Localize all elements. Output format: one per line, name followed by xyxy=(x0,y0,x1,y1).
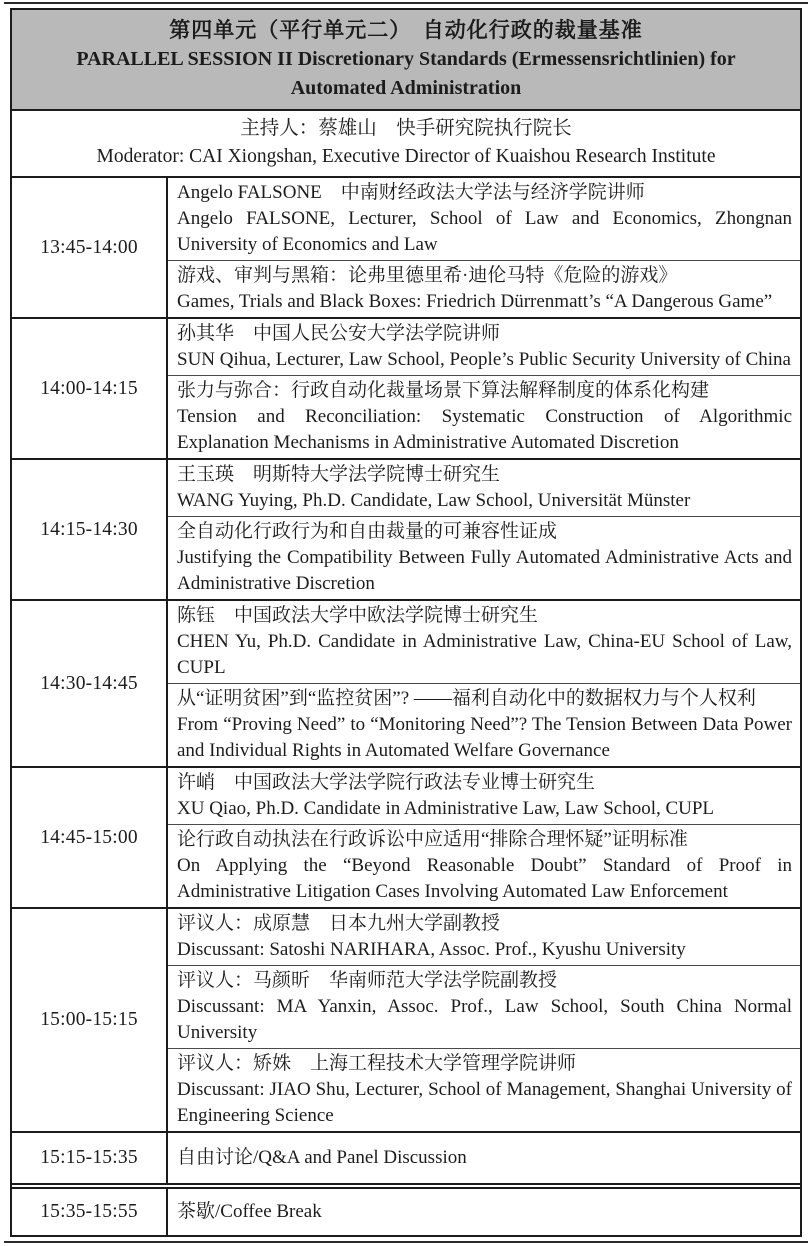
paper-title-block xyxy=(168,824,800,907)
coffee-break-content xyxy=(168,1189,800,1235)
session-row-3 xyxy=(12,458,800,599)
paper-title-en: Tension and Reconciliation: Systematic Construction of Algorithmic Explanation Mechanisms in Administrative Automated Discretion xyxy=(177,406,792,453)
speaker-zh: Angelo FALSONE 中南财经政法大学法与经济学院讲师 xyxy=(177,182,645,203)
discussant-zh: 评议人：马颜昕 华南师范大学法学院副教授 xyxy=(177,970,558,991)
discussant-en: Discussant: Satoshi NARIHARA, Assoc. Prof., Kyushu University xyxy=(177,939,686,960)
speaker-zh: 孙其华 中国人民公安大学法学院讲师 xyxy=(177,323,501,344)
paper-title-zh: 从“证明贫困”到“监控贫困”? ——福利自动化中的数据权力与个人权利 xyxy=(177,688,756,709)
discussant-en: Discussant: JIAO Shu, Lecturer, School of Management, Shanghai University of Engineering Science xyxy=(177,1079,792,1126)
session-time: 14:45-15:00 xyxy=(12,768,168,907)
speaker-en: WANG Yuying, Ph.D. Candidate, Law School, Universität Münster xyxy=(177,490,691,511)
paper-title-block xyxy=(168,375,800,458)
session-title-en: PARALLEL SESSION II Discretionary Standards (Ermessensrichtlinien) for Automated Administration xyxy=(76,48,736,99)
session-content xyxy=(168,768,800,907)
paper-title-en: Justifying the Compatibility Between Fully Automated Administrative Acts and Administrative Discretion xyxy=(177,547,792,594)
speaker-block xyxy=(168,601,800,683)
page-bottom-rule xyxy=(4,1241,808,1243)
discussant-block-2 xyxy=(168,965,800,1048)
session-program-table xyxy=(10,8,802,1237)
speaker-block xyxy=(168,460,800,516)
session-content xyxy=(168,178,800,317)
session-header xyxy=(12,10,800,111)
paper-title-en: On Applying the “Beyond Reasonable Doubt” Standard of Proof in Administrative Litigation Cases Involving Automated Law Enforcement xyxy=(177,855,792,902)
speaker-en: XU Qiao, Ph.D. Candidate in Administrative Law, Law School, CUPL xyxy=(177,798,715,819)
paper-title-block xyxy=(168,683,800,766)
discussant-block-3 xyxy=(168,1048,800,1131)
session-title-zh: 第四单元（平行单元二） 自动化行政的裁量基准 xyxy=(169,18,643,42)
session-content xyxy=(168,601,800,766)
session-time: 14:00-14:15 xyxy=(12,319,168,458)
qa-content xyxy=(168,1133,800,1183)
discussant-en: Discussant: MA Yanxin, Assoc. Prof., Law School, South China Normal University xyxy=(177,996,792,1043)
speaker-zh: 王玉瑛 明斯特大学法学院博士研究生 xyxy=(177,464,501,485)
speaker-en: SUN Qihua, Lecturer, Law School, People’s Public Security University of China xyxy=(177,349,791,370)
qa-time: 15:15-15:35 xyxy=(12,1133,168,1183)
paper-title-zh: 全自动化行政行为和自由裁量的可兼容性证成 xyxy=(177,521,558,542)
session-time: 14:15-14:30 xyxy=(12,460,168,599)
qa-row xyxy=(12,1131,800,1183)
session-row-1 xyxy=(12,178,800,317)
discussant-zh: 评议人：成原慧 日本九州大学副教授 xyxy=(177,913,501,934)
session-row-5 xyxy=(12,766,800,907)
speaker-block xyxy=(168,319,800,375)
session-row-4 xyxy=(12,599,800,766)
coffee-break-row xyxy=(12,1183,800,1235)
discussants-content xyxy=(168,909,800,1131)
speaker-en: CHEN Yu, Ph.D. Candidate in Administrative Law, China-EU School of Law, CUPL xyxy=(177,631,792,678)
speaker-block xyxy=(168,768,800,824)
session-row-2 xyxy=(12,317,800,458)
speaker-block xyxy=(168,178,800,260)
coffee-break-time: 15:35-15:55 xyxy=(12,1189,168,1235)
paper-title-en: From “Proving Need” to “Monitoring Need”? The Tension Between Data Power and Individual Rights in Automated Welfare Governance xyxy=(177,714,792,761)
paper-title-block xyxy=(168,516,800,599)
session-content xyxy=(168,460,800,599)
moderator-zh: 主持人：蔡雄山 快手研究院执行院长 xyxy=(240,118,572,139)
speaker-en: Angelo FALSONE, Lecturer, School of Law and Economics, Zhongnan University of Economics and Law xyxy=(177,208,792,255)
moderator-en: Moderator: CAI Xiongshan, Executive Director of Kuaishou Research Institute xyxy=(96,146,716,167)
session-time: 15:00-15:15 xyxy=(12,909,168,1131)
coffee-break-label: 茶歇/Coffee Break xyxy=(177,1201,322,1222)
speaker-zh: 陈钰 中国政法大学中欧法学院博士研究生 xyxy=(177,605,539,626)
speaker-zh: 许峭 中国政法大学法学院行政法专业博士研究生 xyxy=(177,772,596,793)
paper-title-block xyxy=(168,260,800,317)
session-content xyxy=(168,319,800,458)
page-top-rule xyxy=(4,2,808,4)
session-time: 14:30-14:45 xyxy=(12,601,168,766)
paper-title-zh: 张力与弥合：行政自动化裁量场景下算法解释制度的体系化构建 xyxy=(177,380,710,401)
discussant-block-1 xyxy=(168,909,800,965)
discussant-zh: 评议人：矫姝 上海工程技术大学管理学院讲师 xyxy=(177,1053,577,1074)
qa-label: 自由讨论/Q&A and Panel Discussion xyxy=(177,1147,467,1168)
paper-title-zh: 论行政自动执法在行政诉讼中应适用“排除合理怀疑”证明标准 xyxy=(177,829,688,850)
paper-title-en: Games, Trials and Black Boxes: Friedrich Dürrenmatt’s “A Dangerous Game” xyxy=(177,291,773,312)
session-time: 13:45-14:00 xyxy=(12,178,168,317)
discussants-row xyxy=(12,907,800,1131)
moderator-row xyxy=(12,111,800,178)
paper-title-zh: 游戏、审判与黑箱：论弗里德里希·迪伦马特《危险的游戏》 xyxy=(177,265,678,286)
